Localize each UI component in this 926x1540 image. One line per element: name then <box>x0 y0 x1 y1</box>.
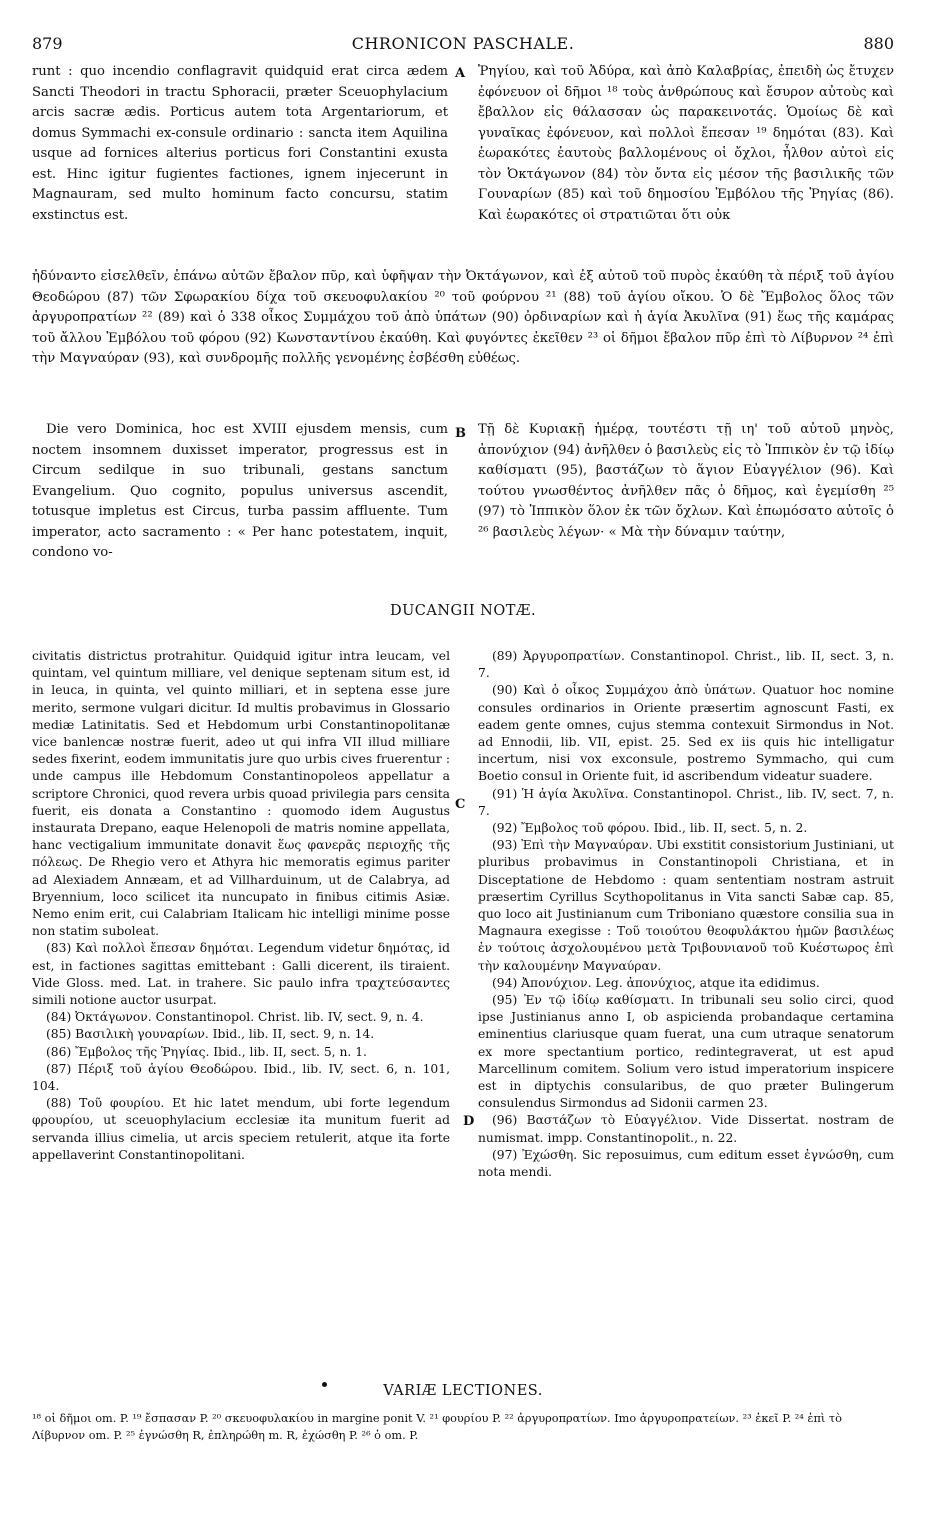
note-87: (87) Πέριξ τοῦ ἁγίου Θεοδώρου. Ibid., lib. IV, sect. 6, n. 101, 104. <box>32 1061 450 1094</box>
note-96: (96) Βαστάζων τὸ Εὐαγγέλιον. Vide Dissertat. nostram de numismat. impp. Constantinopolit., n. 22. <box>478 1113 894 1145</box>
note-88: (88) Τοῦ φουρίου. Et hic latet mendum, ubi forte legendum φρουρίου, ut sceuophylacium ecclesiæ ita munitum fuerit ad servanda illius cimelia, ut arcis speciem retulerit, atque ita forte appellaverint Constantinopolitani. <box>32 1096 450 1162</box>
greek-paragraph-1: Ῥηγίου, καὶ τοῦ Ἀδύρα, καὶ ἀπὸ Καλαβρίας, ἐπειδὴ ὡς ἔτυχεν ἐφόνευον οἱ δῆμοι ¹⁸ τοὺς ἀνθρώπους καὶ ἔσυρον αὐτοὺς καὶ ἔβαλλον εἰς θάλασσαν ὡς παρακεινοτάς. Ὁμοίως δὲ καὶ γυναῖκας ἐφόνευον, καὶ πολλοὶ ἔπεσαν ¹⁹ δημόται (83). Καὶ ἑωρακότες ἑαυτοὺς βαλλομένους οἱ ὄχλοι, ἦλθον αὐτοὶ εἰς τὸν Ὀκτάγωνον (84) τὸν ὄντα εἰς μέσον τῆς βασιλικῆς τῶν Γουναρίων (85) καὶ τοῦ δημοσίου Ἐμβόλου τῆς Ῥηγίας (86). Καὶ ἑωρακότες οἱ στρατιῶται ὅτι οὐκ <box>478 64 894 223</box>
variae-text: ¹⁸ οἱ δῆμοι om. P. ¹⁹ ἔσπασαν P. ²⁰ σκευοφυλακίου in margine ponit V. ²¹ φουρίου P. ²² ἀργυροπρατίων. Imo ἀργυροπρατείων. ²³ ἐκεῖ P. ²⁴ ἐπὶ τὸ Λίβυρνον om. P. ²⁵ ἐγνώσθη R, ἐπληρώθη m. R, ἐχώσθη P. ²⁶ ὁ om. P. <box>32 1412 842 1442</box>
notes-title: DUCANGII NOTÆ. <box>389 603 537 619</box>
margin-letter-a: A <box>455 66 466 81</box>
greek-full-paragraph: ἠδύναντο εἰσελθεῖν, ἐπάνω αὐτῶν ἔβαλον πῦρ, καὶ ὑφῆψαν τὴν Ὀκτάγωνον, καὶ ἐξ αὐτοῦ τοῦ πυρὸς ἐκαύθη τὰ πέριξ τοῦ ἁγίου Θεοδώρου (87) τῶν Σφωρακίου δίχα τοῦ σκευοφυλακίου ²⁰ τοῦ φούρνου ²¹ (88) τοῦ ἁγίου οἴκου. Ὁ δὲ Ἔμβολος ὅλος τῶν ἀργυροπρατίων ²² (89) καὶ ὁ 338 οἶκος Συμμάχου τοῦ ἀπὸ ὑπάτων (90) ὀρδιναρίων καὶ ἡ ἁγία Ἀκυλῖνα (91) ἕως τῆς καμάρας τοῦ ἄλλου Ἐμβόλου τοῦ φόρου (92) Κωνσταντίνου ἐκαύθη. Καὶ φυγόντες ἐκεῖθεν ²³ οἱ δῆμοι ἔβαλον πῦρ ἐπὶ τὸ Λίβυρνον ²⁴ ἐπὶ τὴν Μαγναύραν (93), καὶ συνδρομῆς πολλῆς γενομένης ἐσβέσθη εὐθέως. <box>32 269 894 366</box>
variae-title: VARIÆ LECTIONES. <box>383 1383 543 1399</box>
latin-column-2 <box>32 420 448 564</box>
latin-paragraph-1: runt : quo incendio conflagravit quidquid erat circa ædem Sancti Theodori in tractu Sphoracii, præter Sceuophylacium arcis sacræ ædis. Porticus autem tota Argentariorum, et domus Symmachi ex-consule ordinario : sancta item Aquilina usque ad fornices alterius porticus fori Constantini exusta est. Hinc igitur fugientes factiones, ignem injecerunt in Magnauram, sed multo hominum facto concursu, statim exstinctus est. <box>32 64 448 223</box>
note-93: (93) Ἐπὶ τὴν Μαγναύραν. Ubi exstitit consistorium Justiniani, ut pluribus probavimus in Constantinopoli Christiana, et in Disceptatione de Hebdomo : quam sententiam nostram astruit præsertim Cyrillus Scythopolitanus in Vita sancti Sabæ cap. 85, quo loco ait Justinianum cum Triboniano quæstore consilia sua in Magnaura exegisse : Τοῦ τοιούτου θεοφυλάκτου ἡμῶν βασιλέως ἐν τούτοις ἀσχολουμένου μετὰ Τριβουνιανοῦ τοῦ Κυέστωρος ἐπὶ τὴν καλουμένην Μαγναύραν. <box>478 838 894 973</box>
page-title: CHRONICON PASCHALE. <box>351 34 575 53</box>
greek-full-width <box>32 267 894 370</box>
left-page-number: 879 <box>32 34 63 53</box>
running-header <box>32 34 894 58</box>
note-paragraph: civitatis districtus protrahitur. Quidquid igitur intra leucam, vel quintam, vel quintum milliare, vel denique septenam situm est, id in leuca, in quinta, vel quinto milliari, et in septena esse jure merito, sermone vulgari dicitur. Id multis probavimus in Glossario mediæ Latinitatis. Sed et Hebdomum urbi Constantinopolitanæ vice banlencæ nostræ fuerit, adeo ut qui infra VII illud milliare sedes fixerint, eodem immunitatis jure quo urbis cives fruerentur : unde campus ille Hebdomum Constantinopoleos appellatur a scriptore Chronici, quod revera urbis quoad privilegia pars censita fuerit, eis donata a Constantino : quomodo idem Augustus instaurata Drepano, eaque Helenopoli de matris nomine appellata, hanc vectigalium immunitate donavit ἕως φανερᾶς περιοχῆς τῆς πόλεως. De Rhegio vero et Athyra hic memoratis egimus pariter ad Alexiadem Annæam, et ad Villharduinum, ut de Calabrya, ad Bryennium, loco scilicet ita nuncupato in finibus citimis Asiæ. Nemo enim erit, cui Calabriam Italicam hic intelligi minime posse non statim suboleat. <box>32 649 450 939</box>
greek-column-1 <box>478 62 894 226</box>
note-94: (94) Ἀπονύχιον. Leg. ἀπονύχιος, atque ita edidimus. <box>492 975 820 990</box>
note-95: (95) Ἐν τῷ ἰδίῳ καθίσματι. In tribunali seu solio circi, quod ipse Justinianus anno I, ob aspicienda probandaque certamina eminentius clariusque quam fuerat, una cum utraque senatorum ex more spectantium portico, redintegraverat, ut est apud Marcellinum comitem. Solium vero istud imperatorium inspicere est in diptychis consularibus, de quo præter Bulingerum consulendus Sirmondus ad Sidonii carmen 23. <box>478 993 894 1111</box>
note-85: (85) Βασιλικὴ γουναρίων. Ibid., lib. II, sect. 9, n. 14. <box>46 1027 375 1042</box>
right-page-number: 880 <box>863 34 894 53</box>
note-89: (89) Ἀργυροπρατίων. Constantinopol. Christ., lib. II, sect. 3, n. 7. <box>478 649 894 681</box>
margin-letter-c: C <box>455 797 466 812</box>
variae-lectiones <box>32 1410 894 1444</box>
note-92: (92) Ἔμβολος τοῦ φόρου. Ibid., lib. II, sect. 5, n. 2. <box>492 821 808 836</box>
note-91: (91) Ἡ ἁγία Ἀκυλῖνα. Constantinopol. Christ., lib. IV, sect. 7, n. 7. <box>478 786 894 818</box>
greek-column-2 <box>478 420 894 543</box>
margin-letter-b: B <box>455 426 466 441</box>
notes-right-column <box>478 648 894 1181</box>
greek-paragraph-2: Τῇ δὲ Κυριακῇ ἡμέρᾳ, τουτέστι τῇ ιη' τοῦ αὐτοῦ μηνὸς, ἀπονύχιον (94) ἀνῆλθεν ὁ βασιλεὺς εἰς τὸ Ἱππικὸν ἐν τῷ ἰδίῳ καθίσματι (95), βαστάζων τὸ ἅγιον Εὐαγγέλιον (96). Καὶ τούτου γνωσθέντος ἀνῆλθεν πᾶς ὁ δῆμος, καὶ ἐγεμίσθη ²⁵ (97) τὸ Ἱππικὸν ὅλον ἐκ τῶν ὄχλων. Καὶ ἐπωμόσατο αὐτοῖς ὁ ²⁶ βασιλεὺς λέγων· « Μὰ τὴν δύναμιν ταύτην, <box>478 422 894 540</box>
note-86: (86) Ἔμβολος τῆς Ῥηγίας. Ibid., lib. II, sect. 5, n. 1. <box>46 1044 367 1059</box>
note-90: (90) Καὶ ὁ οἶκος Συμμάχου ἀπὸ ὑπάτων. Quatuor hoc nomine consules ordinarios in Oriente præsertim agnoscunt Fasti, ex eadem gente omnes, cujus stemma contexuit Sirmondus in Not. ad Ennodii, lib. VII, epist. 25. Sed ex iis quis hic intelligatur incertum, nisi vox exconsule, postremo Symmacho, qui cum Boetio consul in Oriente fuit, id ascribendum videatur suadere. <box>478 683 894 784</box>
notes-left-column <box>32 648 450 1164</box>
latin-column-1 <box>32 62 448 226</box>
note-84: (84) Ὀκτάγωνον. Constantinopol. Christ. lib. IV, sect. 9, n. 4. <box>46 1010 424 1025</box>
margin-letter-d: D <box>463 1114 475 1129</box>
note-83: (83) Καὶ πολλοὶ ἔπεσαν δημόται. Legendum videtur δημότας, id est, in factiones sagittas emittebant : Galli dicerent, ils tiraient. Vide Gloss. med. Lat. in trahere. Sic paulo infra τραχτεύσαντες simili notione auctor usurpat. <box>32 941 450 1008</box>
note-97: (97) Ἐχώσθη. Sic reposuimus, cum editum esset ἐγνώσθη, cum nota mendi. <box>478 1147 894 1180</box>
latin-paragraph-2: Die vero Dominica, hoc est XVIII ejusdem mensis, cum noctem insomnem duxisset imperator, progressus est in Circum sedilque in suo tribunali, gestans sanctum Evangelium. Quo cognito, populus universus ascendit, totusque impletus est Circus, turba passim affluente. Tum imperator, acto sacramento : « Per hanc potestatem, inquit, condono vo- <box>32 422 448 560</box>
